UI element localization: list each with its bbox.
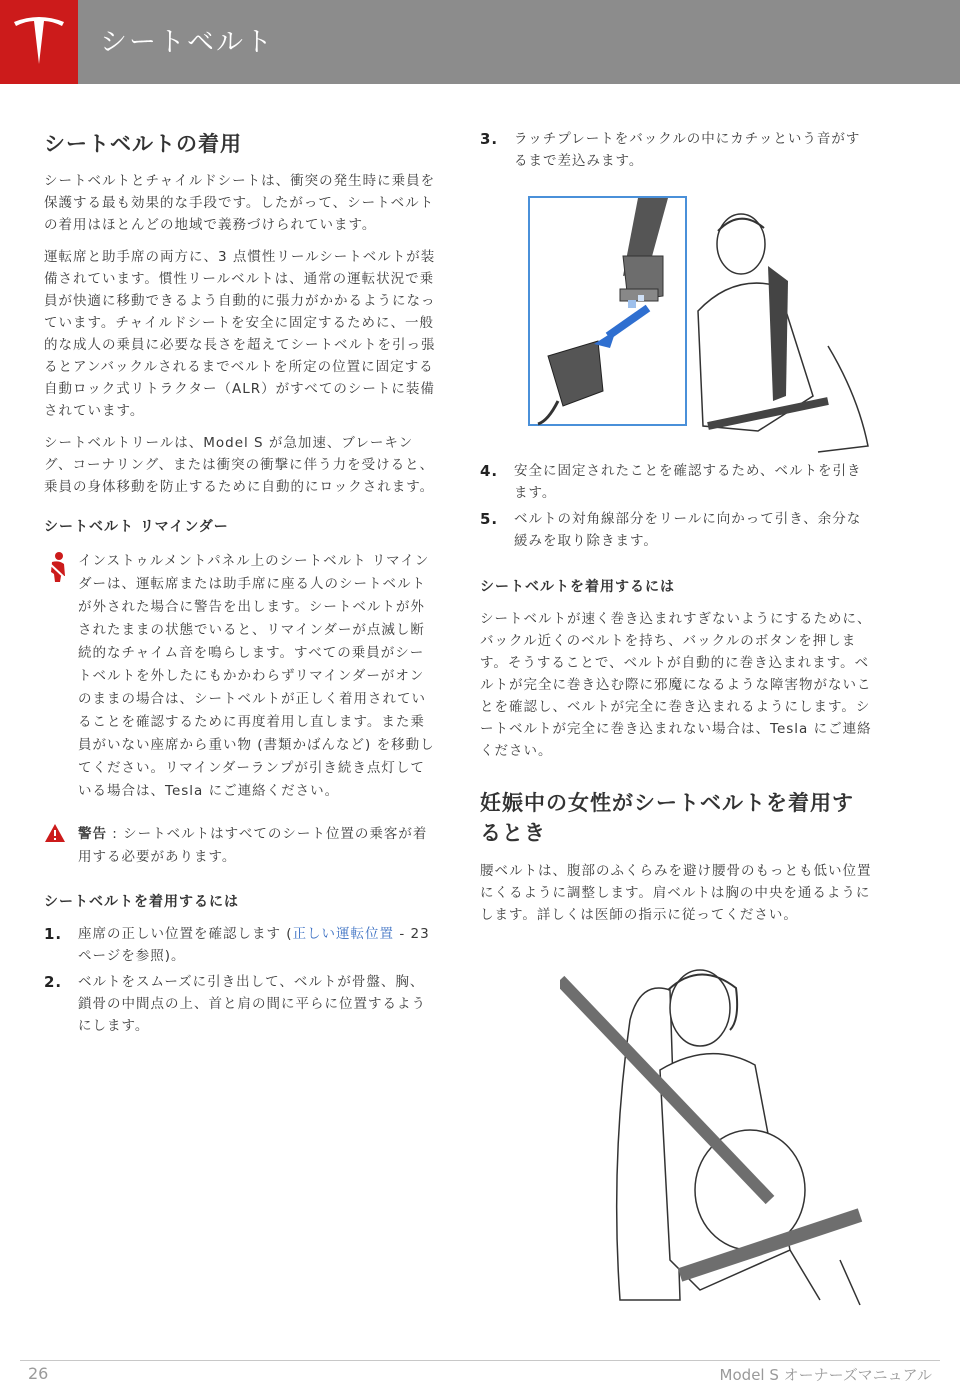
- pregnant-woman-illustration: [560, 960, 870, 1314]
- page-title: シートベルト: [100, 27, 274, 58]
- paragraph: 腰ベルトは、腹部のふくらみを避け腰骨のもっとも低い位置にくるように調整します。肩ベルトは胸の中央を通るようにします。詳しくは医師の指示に従ってください。: [480, 863, 872, 923]
- seatbelt-icon: [44, 550, 78, 803]
- paragraph: シートベルトリールは、Model S が急加速、ブレーキング、コーナリング、または衝突の衝撃に伴う力を受けると、乗員の身体移動を防止するために自動的にロックされます。: [44, 435, 435, 495]
- list-item: 3. ラッチプレートをバックルの中にカチッという音がするまで差込みます。: [480, 130, 861, 169]
- list-item: 1. 座席の正しい位置を確認します (正しい運転位置 - 23 ページを参照)。: [44, 925, 430, 964]
- list-item: 2. ベルトをスムーズに引き出して、ベルトが骨盤、胸、鎖骨の中間点の上、首と肩の間に平らに位置するようにします。: [44, 973, 426, 1034]
- list-item: 5. ベルトの対角線部分をリールに向かって引き、余分な緩みを取り除きます。: [480, 510, 862, 549]
- reminder-text: インストゥルメントパネル上のシートベルト リマインダーは、運転席または助手席に座る人のシートベルトが外された場合に警告を出します。シートベルトが外されたままの状態でいると、リマインダーが点滅し断続的なチャイム音を鳴らします。すべての乗員がシートベルトを外したにもかかわらずリマインダーがオンのままの場合は、シートベルトが正しく着用されていることを確認するために再度着用し直します。また乗員がいない座席から重い物 (書類かばんなど) を移動してください。リマインダーランプが引き続き点灯している場合は、Tesla にご連絡ください。: [78, 553, 435, 799]
- footer-divider: [20, 1360, 940, 1361]
- steps-list: [480, 128, 872, 172]
- subsection-heading: シートベルトを着用するには: [480, 579, 675, 595]
- steps-list: [44, 923, 436, 1037]
- section-heading: シートベルトの着用: [44, 132, 242, 156]
- subsection-heading: シートベルト リマインダー: [44, 519, 229, 535]
- subsection-heading: シートベルトを着用するには: [44, 894, 239, 910]
- warning-note: [44, 823, 436, 869]
- page-header: [0, 0, 960, 84]
- section-heading: 妊娠中の女性がシートベルトを着用するとき: [480, 791, 854, 845]
- paragraph: シートベルトが速く巻き込まれすぎないようにするために、バックル近くのベルトを持ち、バックルのボタンを押します。そうすることで、ベルトが自動的に巻き込まれます。ベルトが完全に巻き込む際に邪魔になるような障害物がないことを確認し、ベルトが完全に巻き込まれるようにします。シートベルトが完全に巻き込まれない場合は、Tesla にご連絡ください。: [480, 611, 872, 759]
- page-number: 26: [28, 1364, 49, 1383]
- cross-reference-link[interactable]: 正しい運転位置: [292, 926, 395, 942]
- right-column-lower: [480, 460, 872, 936]
- paragraph: シートベルトとチャイルドシートは、衝突の発生時に乗員を保護する最も効果的な手段です。したがって、シートベルトの着用はほとんどの地域で義務づけられています。: [44, 173, 436, 233]
- paragraph: 運転席と助手席の両方に、3 点慣性リールシートベルトが装備されています。慣性リールベルトは、通常の運転状況で乗員が快適に移動できるよう自動的に張力がかかるようになっています。チャイルドシートを安全に固定するために、一般的な成人の乗員に必要な長さを超えてシートベルトを引っ張るとアンバックルされるまでベルトを所定の位置に固定する自動ロック式リトラクター（ALR）がすべてのシートに装備されています。: [44, 249, 436, 419]
- footer-title: Model S オーナーズマニュアル: [719, 1366, 932, 1384]
- buckle-illustration: [528, 196, 878, 458]
- right-column: [480, 128, 872, 184]
- left-column: [44, 128, 436, 1049]
- list-item: 4. 安全に固定されたことを確認するため、ベルトを引きます。: [480, 462, 862, 501]
- warning-icon: [44, 823, 78, 869]
- warning-label: 警告: [78, 826, 107, 842]
- warning-text: : シートベルトはすべてのシート位置の乗客が着用する必要があります。: [78, 826, 428, 865]
- tesla-logo: [0, 0, 78, 84]
- reminder-note: [44, 550, 436, 803]
- steps-list: [480, 460, 872, 552]
